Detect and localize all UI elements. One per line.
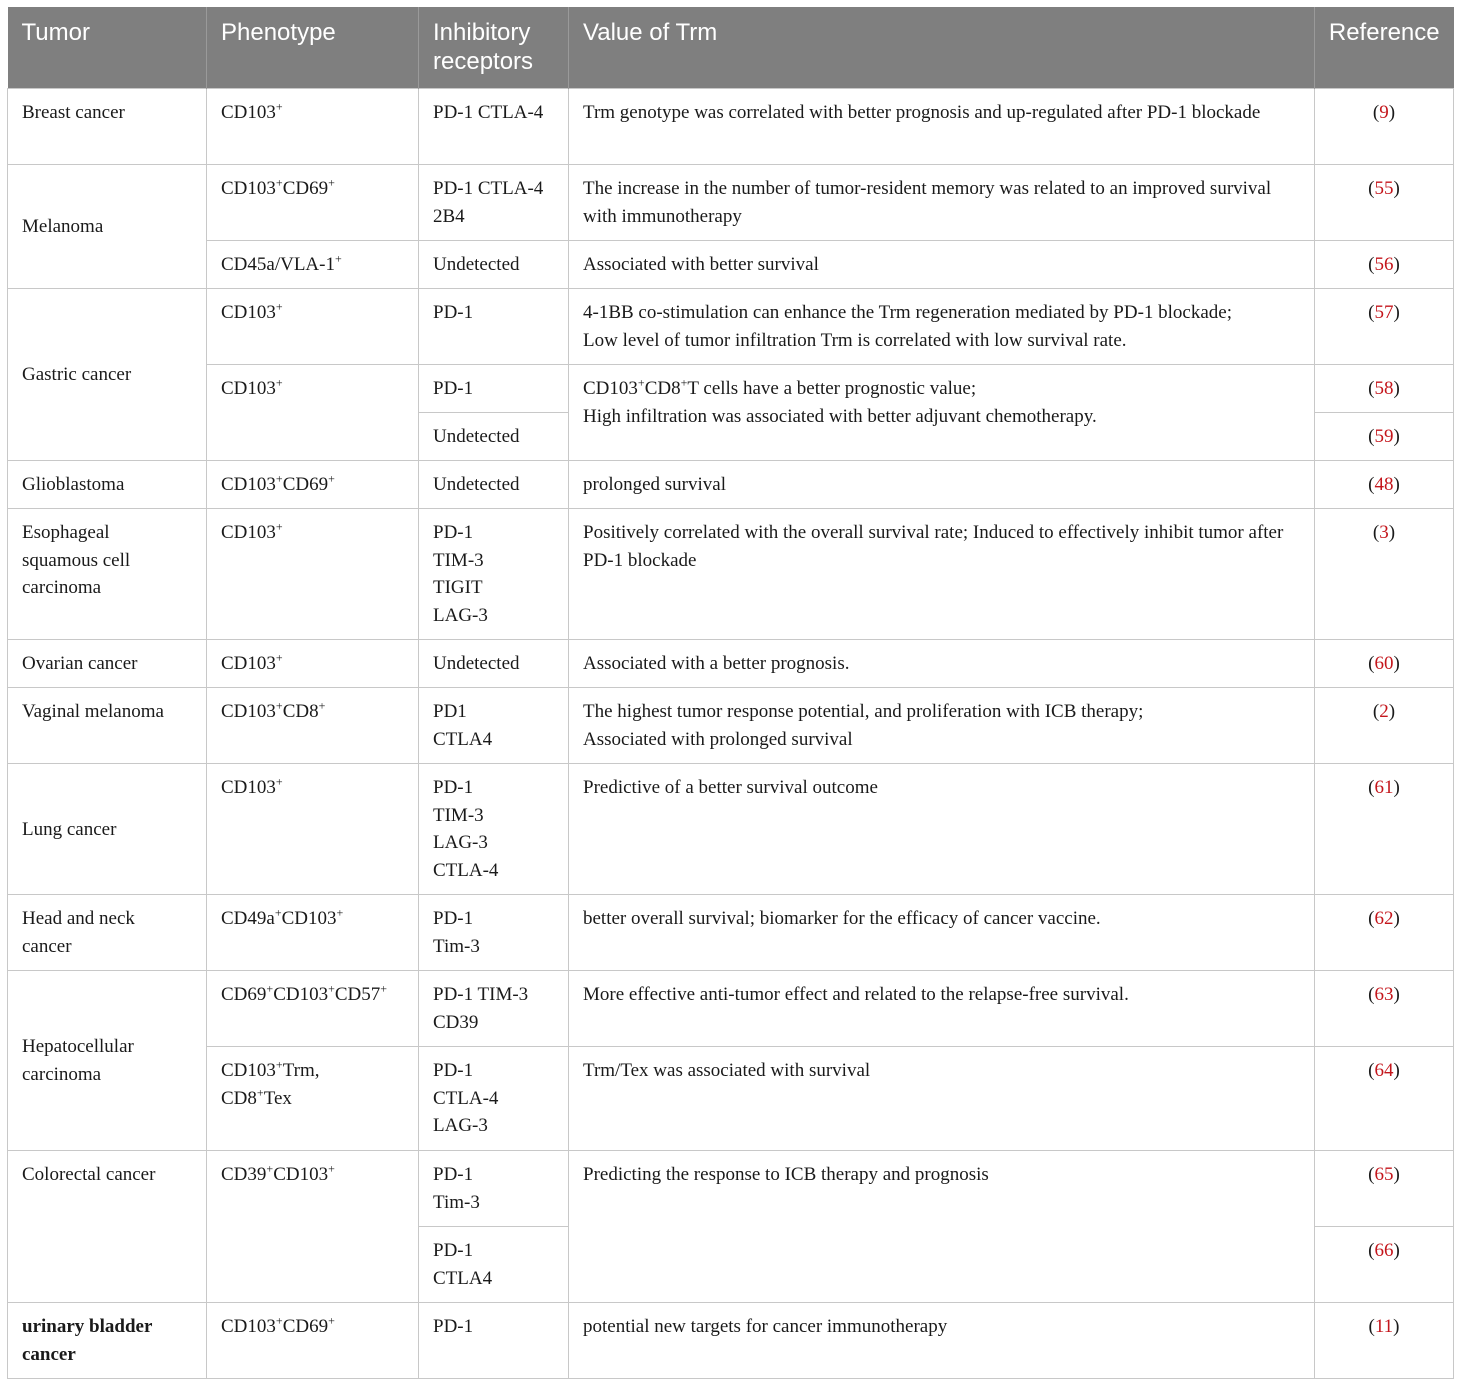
receptor-line: PD-1 [433,777,474,798]
inhibitory-cell [419,1047,569,1151]
phenotype-marker: CD57 [334,984,381,1005]
value-cell [569,89,1315,165]
table-row [8,165,1454,241]
table-header-row [8,7,1454,89]
reference-cell: (60) [1315,640,1454,688]
header-phenotype: Phenotype [207,7,419,89]
phenotype-sup: + [275,375,283,390]
value-marker: CD8 [644,378,681,399]
tumor-cell [8,165,207,289]
receptor-line: Undetected [433,653,520,674]
phenotype-marker: CD103 [221,474,276,495]
tumor-cell [8,688,207,764]
receptor-line: Undetected [433,426,520,447]
receptor-line: PD-1 CTLA-4 [433,178,544,199]
value-cell [569,895,1315,971]
table-row [8,1151,1454,1227]
phenotype-marker: CD103 [221,701,276,722]
table-row [8,895,1454,971]
phenotype-sup: + [336,905,344,920]
value-cell [569,688,1315,764]
tumor-line: Lung cancer [22,818,117,840]
reference-link[interactable]: 48 [1374,474,1394,495]
phenotype-cell [207,1303,419,1379]
tumor-cell [8,1303,207,1379]
value-line: More effective anti-tumor effect and related to the relapse-free survival. [583,984,1129,1005]
reference-link[interactable]: 59 [1374,426,1394,447]
inhibitory-cell [419,509,569,640]
tumor-line: carcinoma [22,1064,102,1085]
phenotype-sup: + [328,1161,335,1176]
phenotype-marker: CD103 [221,653,276,674]
header-inhibitory-line: Inhibitory [433,19,531,46]
header-inhibitory-receptors [419,7,569,89]
tumor-line: carcinoma [22,577,102,599]
header-tumor: Tumor [8,7,207,89]
tumor-line: Vaginal melanoma [22,701,164,722]
phenotype-sup: + [275,650,283,665]
inhibitory-cell [419,365,569,413]
phenotype-sup: + [275,519,283,534]
tumor-cell [8,89,207,165]
phenotype-marker: CD69 [282,1316,329,1337]
value-cell [569,971,1315,1047]
receptor-line: CTLA4 [433,728,493,750]
value-line: 4-1BB co-stimulation can enhance the Trm regeneration mediated by PD-1 blockade; [583,302,1232,323]
receptor-line: PD1 [433,701,467,722]
phenotype-sup: + [275,1313,283,1328]
receptor-line: PD-1 [433,302,474,323]
reference-link[interactable]: 9 [1379,102,1389,123]
reference-cell: (2) [1315,688,1454,764]
phenotype-sup: + [328,981,335,996]
phenotype-sup: + [275,175,283,190]
reference-cell: (11) [1315,1303,1454,1379]
phenotype-cell [207,165,419,241]
reference-cell: (65) [1315,1151,1454,1227]
reference-cell: (59) [1315,413,1454,461]
value-line: potential new targets for cancer immunotherapy [583,1316,948,1337]
phenotype-marker: CD103 [221,378,276,399]
phenotype-sup: + [318,698,326,713]
table-row [8,971,1454,1047]
value-cell [569,1303,1315,1379]
reference-cell: (58) [1315,365,1454,413]
phenotype-marker: CD103 [221,102,276,123]
tumor-cell [8,895,207,971]
inhibitory-cell [419,1303,569,1379]
phenotype-cell [207,461,419,509]
receptor-line: PD-1 [433,1060,474,1081]
phenotype-sup: + [266,1161,274,1176]
tumor-line: urinary bladder [22,1316,153,1337]
inhibitory-cell [419,640,569,688]
tumor-line: cancer [22,935,72,957]
receptor-line: PD-1 [433,1240,474,1261]
phenotype-cell [207,895,419,971]
inhibitory-cell [419,89,569,165]
receptor-line: TIM-3 [433,549,484,571]
phenotype-marker: CD103 [221,302,276,323]
value-cell [569,1047,1315,1151]
phenotype-sup: + [266,981,274,996]
value-line: High infiltration was associated with better adjuvant chemotherapy. [583,405,1097,427]
receptor-line: PD-1 [433,908,474,929]
receptor-line: Tim-3 [433,935,480,957]
reference-cell: (57) [1315,289,1454,365]
phenotype-marker: CD69 [282,474,329,495]
reference-link[interactable]: 11 [1374,1316,1394,1337]
value-cell [569,509,1315,640]
value-line: T cells have a better prognostic value; [687,378,977,399]
phenotype-cell [207,688,419,764]
phenotype-marker: CD45a/VLA-1 [221,254,335,275]
value-line: Associated with prolonged survival [583,728,853,750]
phenotype-sup: + [380,981,388,996]
phenotype-marker: CD49a [221,908,275,929]
value-cell [569,1151,1315,1303]
reference-link[interactable]: 55 [1374,178,1394,199]
phenotype-sup: + [275,99,283,114]
reference-link[interactable]: 60 [1374,653,1394,674]
receptor-line: Undetected [433,254,520,275]
value-cell [569,365,1315,461]
reference-link[interactable]: 58 [1374,378,1394,399]
receptor-line: CTLA-4 [433,1087,499,1109]
tumor-line: Breast cancer [22,102,125,123]
phenotype-marker: CD103 [281,908,337,929]
header-reference: Reference [1315,7,1454,89]
phenotype-sup: + [275,774,283,789]
reference-cell: (61) [1315,764,1454,895]
table-row [8,1047,1454,1151]
phenotype-marker: CD39 [221,1164,267,1185]
receptor-line: CTLA4 [433,1267,493,1289]
value-sup: + [680,375,688,390]
reference-link[interactable]: 56 [1374,254,1394,275]
phenotype-marker: CD69 [221,984,267,1005]
header-inhibitory-line: receptors [433,48,534,75]
value-cell [569,241,1315,289]
tumor-line: Melanoma [22,216,104,238]
receptor-line: LAG-3 [433,1115,488,1137]
receptor-line: Undetected [433,474,520,495]
receptor-line: PD-1 [433,522,474,543]
phenotype-sup: + [274,905,282,920]
tumor-cell [8,971,207,1151]
table-row [8,688,1454,764]
tumor-line: Colorectal cancer [22,1164,156,1185]
tumor-cell [8,764,207,895]
inhibitory-cell [419,241,569,289]
phenotype-sup: + [328,175,335,190]
phenotype-cell [207,289,419,365]
phenotype-sup: + [275,471,283,486]
phenotype-sup: + [328,1313,335,1328]
reference-link[interactable]: 65 [1374,1164,1394,1185]
value-marker: CD103 [583,378,638,399]
phenotype-marker: CD103 [273,984,329,1005]
value-cell [569,764,1315,895]
phenotype-cell [207,509,419,640]
table-row [8,461,1454,509]
inhibitory-cell [419,764,569,895]
phenotype-cell [207,1047,419,1151]
inhibitory-cell [419,413,569,461]
reference-link[interactable]: 64 [1374,1060,1394,1081]
tumor-line: Glioblastoma [22,474,125,495]
tumor-cell [8,1151,207,1303]
phenotype-cell [207,241,419,289]
phenotype-marker: CD103 [221,1316,276,1337]
value-line: Predictive of a better survival outcome [583,777,878,798]
reference-cell: (66) [1315,1227,1454,1303]
receptor-line: PD-1 CTLA-4 [433,102,544,123]
receptor-line: LAG-3 [433,605,488,627]
reference-cell: (48) [1315,461,1454,509]
value-cell [569,461,1315,509]
table-row [8,509,1454,640]
tumor-line: Esophageal [22,522,110,543]
reference-link[interactable]: 62 [1374,908,1394,929]
tumor-cell [8,640,207,688]
reference-cell: (55) [1315,165,1454,241]
phenotype-cell [207,89,419,165]
reference-link[interactable]: 66 [1374,1240,1394,1261]
receptor-line: PD-1 [433,378,474,399]
value-cell [569,165,1315,241]
phenotype-marker: CD103 [221,777,276,798]
table-row [8,289,1454,365]
value-line: Trm genotype was correlated with better prognosis and up-regulated after PD-1 blockade [583,102,1261,123]
phenotype-marker: CD103 [273,1164,329,1185]
receptor-line: LAG-3 [433,832,488,854]
reference-cell: (62) [1315,895,1454,971]
value-sup: + [637,375,645,390]
phenotype-marker: CD103 [221,522,276,543]
inhibitory-cell [419,688,569,764]
receptor-line: 2B4 [433,205,465,227]
reference-cell: (63) [1315,971,1454,1047]
table-row [8,1303,1454,1379]
receptor-line: CTLA-4 [433,860,499,882]
receptor-line: Tim-3 [433,1191,480,1213]
reference-cell: (64) [1315,1047,1454,1151]
inhibitory-cell [419,289,569,365]
phenotype-sup: + [256,1085,264,1100]
reference-cell: (3) [1315,509,1454,640]
tumor-cell [8,509,207,640]
tumor-cell [8,461,207,509]
inhibitory-cell [419,461,569,509]
value-line: Trm/Tex was associated with survival [583,1060,871,1081]
receptor-line: TIM-3 [433,804,484,826]
reference-link[interactable]: 57 [1374,302,1394,323]
value-line: Positively correlated with the overall survival rate; Induced to effectively inhibit tumor after PD-1 blockade [583,522,1284,571]
value-line: Low level of tumor infiltration Trm is correlated with low survival rate. [583,329,1127,351]
receptor-line: TIGIT [433,577,483,599]
reference-link[interactable]: 61 [1374,777,1394,798]
inhibitory-cell [419,1151,569,1227]
value-cell [569,640,1315,688]
tumor-line: cancer [22,1343,76,1365]
inhibitory-cell [419,1227,569,1303]
phenotype-sup: + [334,251,342,266]
phenotype-marker: CD69 [282,178,329,199]
tumor-line: Head and neck [22,908,135,929]
receptor-line: CD39 [433,1011,479,1033]
reference-link[interactable]: 2 [1379,701,1389,722]
phenotype-cell [207,1151,419,1303]
value-line: Associated with a better prognosis. [583,653,850,674]
receptor-line: PD-1 [433,1164,474,1185]
phenotype-sup: + [275,1057,283,1072]
table-row [8,89,1454,165]
header-value-of-trm: Value of Trm [569,7,1315,89]
value-line: prolonged survival [583,474,727,495]
tumor-line: squamous cell [22,549,131,571]
table-row [8,241,1454,289]
phenotype-cell [207,365,419,461]
inhibitory-cell [419,971,569,1047]
tumor-line: Hepatocellular [22,1036,134,1058]
reference-cell: (9) [1315,89,1454,165]
tumor-cell [8,289,207,461]
value-line: The highest tumor response potential, and proliferation with ICB therapy; [583,701,1144,722]
value-line: Predicting the response to ICB therapy and prognosis [583,1164,989,1185]
value-line: The increase in the number of tumor-resident memory was related to an improved survival with immunotherapy [583,178,1272,227]
phenotype-marker: CD103 [221,1060,276,1081]
reference-cell: (56) [1315,241,1454,289]
table-row [8,365,1454,413]
tumor-line: Ovarian cancer [22,653,138,674]
value-cell [569,289,1315,365]
phenotype-marker: CD103 [221,178,276,199]
reference-link[interactable]: 3 [1379,522,1389,543]
data-table [7,7,1454,1379]
phenotype-cell [207,971,419,1047]
receptor-line: PD-1 TIM-3 [433,984,529,1005]
table-row [8,764,1454,895]
table-row [8,640,1454,688]
phenotype-cell [207,764,419,895]
phenotype-sup: + [328,471,335,486]
value-line: better overall survival; biomarker for the efficacy of cancer vaccine. [583,908,1101,929]
phenotype-marker: CD8 [282,701,319,722]
value-line: Associated with better survival [583,254,819,275]
inhibitory-cell [419,895,569,971]
receptor-line: PD-1 [433,1316,474,1337]
phenotype-marker: CD8 [221,1087,257,1109]
reference-link[interactable]: 63 [1374,984,1394,1005]
inhibitory-cell [419,165,569,241]
phenotype-cell [207,640,419,688]
phenotype-sup: + [275,698,283,713]
phenotype-marker: Tex [263,1087,292,1109]
phenotype-marker: Trm, [282,1060,320,1081]
phenotype-sup: + [275,299,283,314]
tumor-line: Gastric cancer [22,364,132,386]
